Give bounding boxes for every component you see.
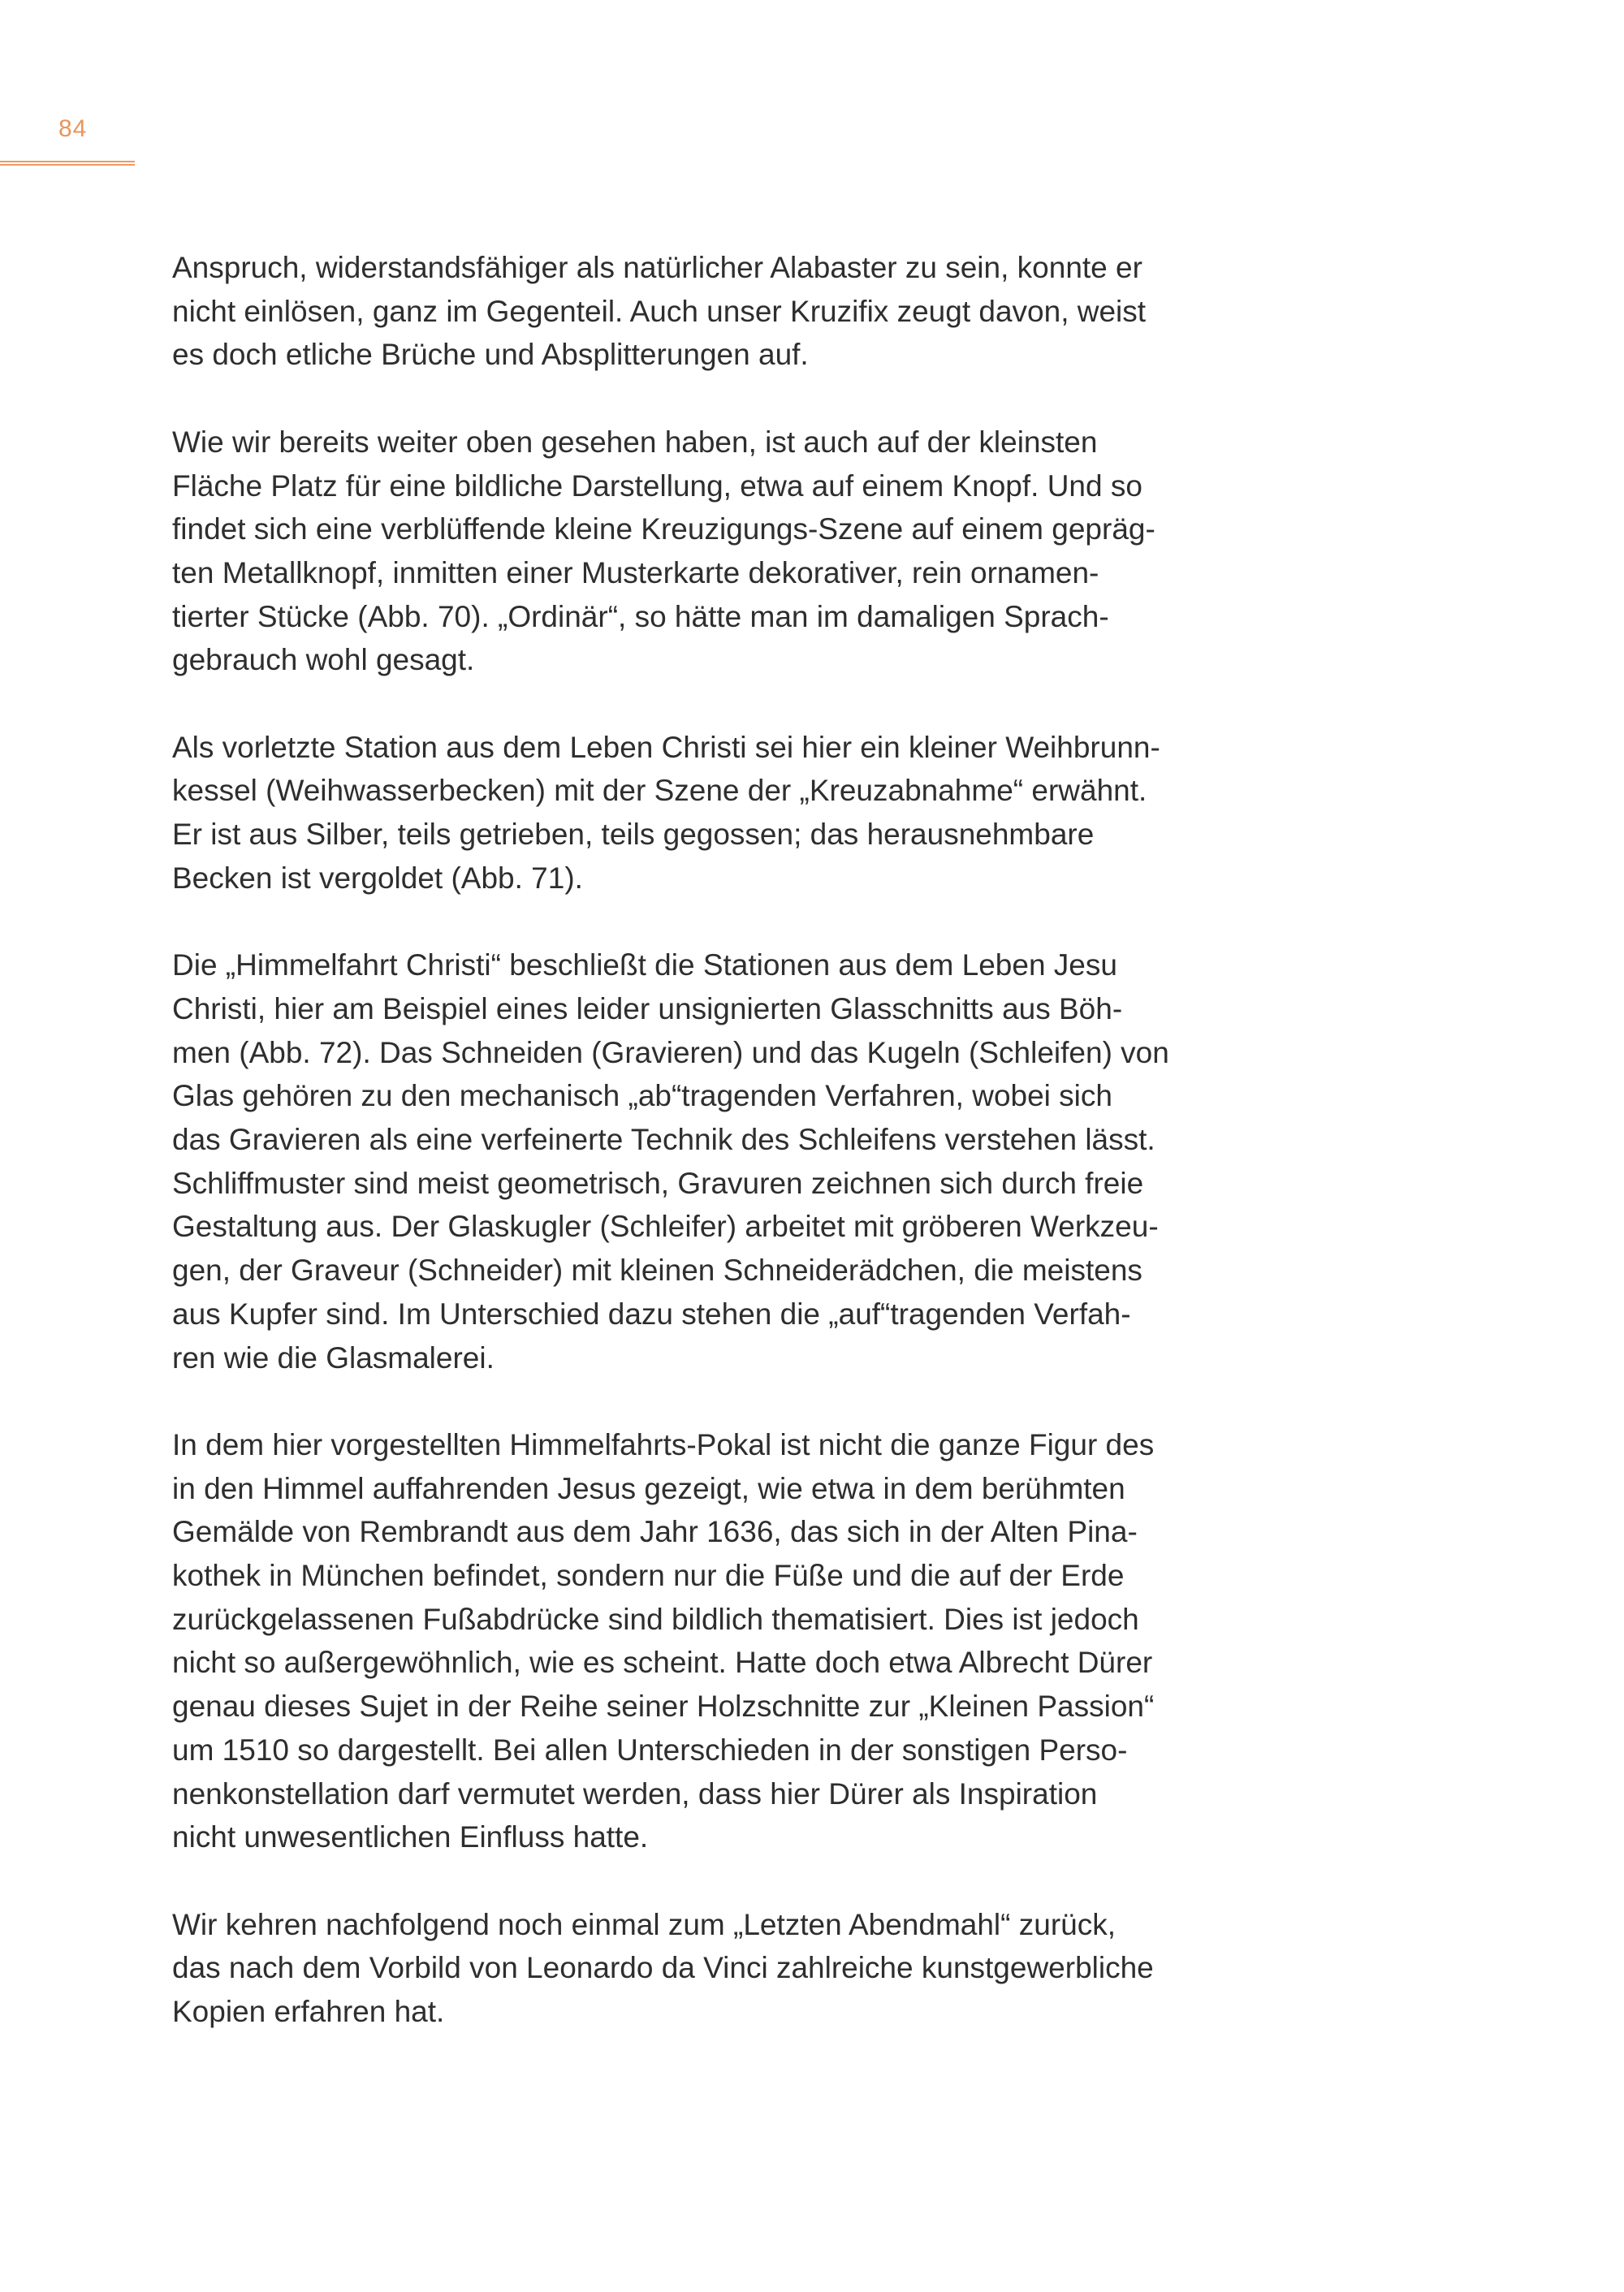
text-line: findet sich eine verblüffende kleine Kreuzigungs-Szene auf einem gepräg-: [172, 512, 1155, 546]
text-line: gen, der Graveur (Schneider) mit kleinen Schneiderädchen, die meistens: [172, 1254, 1142, 1288]
text-line: Fläche Platz für eine bildliche Darstellung, etwa auf einem Knopf. Und so: [172, 468, 1142, 503]
paragraph: [172, 943, 1260, 1379]
text-line: Gestaltung aus. Der Glaskugler (Schleifer) arbeitet mit gröberen Werkzeu-: [172, 1210, 1159, 1244]
text-line: men (Abb. 72). Das Schneiden (Gravieren) und das Kugeln (Schleifen) von: [172, 1035, 1169, 1069]
text-line: nicht so außergewöhnlich, wie es scheint. Hatte doch etwa Albrecht Dürer: [172, 1646, 1153, 1680]
page-number: 84: [58, 115, 88, 142]
text-line: nenkonstellation darf vermutet werden, dass hier Dürer als Inspiration: [172, 1776, 1098, 1811]
paragraph: [172, 1423, 1260, 1859]
text-line: Wir kehren nachfolgend noch einmal zum „Letzten Abendmahl“ zurück,: [172, 1907, 1116, 1941]
text-line: zurückgelassenen Fußabdrücke sind bildlich thematisiert. Dies ist jedoch: [172, 1602, 1139, 1636]
text-line: Christi, hier am Beispiel eines leider unsignierten Glasschnitts aus Böh-: [172, 991, 1123, 1025]
text-line: es doch etliche Brüche und Absplitterungen auf.: [172, 338, 809, 372]
text-line: aus Kupfer sind. Im Unterschied dazu stehen die „auf“tragenden Verfah-: [172, 1297, 1131, 1331]
text-line: Schliffmuster sind meist geometrisch, Gravuren zeichnen sich durch freie: [172, 1166, 1144, 1200]
text-line: Wie wir bereits weiter oben gesehen haben, ist auch auf der kleinsten: [172, 425, 1098, 459]
text-line: kothek in München befindet, sondern nur die Füße und die auf der Erde: [172, 1559, 1125, 1593]
paragraph: [172, 421, 1260, 682]
text-line: Kopien erfahren hat.: [172, 1995, 445, 2029]
text-line: Anspruch, widerstandsfähiger als natürlicher Alabaster zu sein, konnte er: [172, 251, 1142, 284]
text-line: Er ist aus Silber, teils getrieben, teils gegossen; das herausnehmbare: [172, 818, 1095, 852]
text-line: Glas gehören zu den mechanisch „ab“tragenden Verfahren, wobei sich: [172, 1079, 1112, 1113]
text-line: das Gravieren als eine verfeinerte Technik des Schleifens verstehen lässt.: [172, 1123, 1155, 1157]
text-line: um 1510 so dargestellt. Bei allen Unterschieden in der sonstigen Perso-: [172, 1733, 1128, 1767]
text-line: tierter Stücke (Abb. 70). „Ordinär“, so hätte man im damaligen Sprach-: [172, 599, 1109, 633]
text-line: Gemälde von Rembrandt aus dem Jahr 1636, das sich in der Alten Pina-: [172, 1515, 1138, 1549]
paragraph: [172, 1903, 1260, 2034]
text-line: nicht einlösen, ganz im Gegenteil. Auch unser Kruzifix zeugt davon, weist: [172, 294, 1147, 328]
paragraph: [172, 726, 1260, 900]
text-line: ten Metallknopf, inmitten einer Musterkarte dekorativer, rein ornamen-: [172, 555, 1099, 589]
text-line: kessel (Weihwasserbecken) mit der Szene der „Kreuzabnahme“ erwähnt.: [172, 774, 1147, 808]
text-line: gebrauch wohl gesagt.: [172, 643, 475, 677]
text-line: In dem hier vorgestellten Himmelfahrts-Pokal ist nicht die ganze Figur des: [172, 1427, 1155, 1461]
text-line: Becken ist vergoldet (Abb. 71).: [172, 861, 583, 895]
header-rule: [0, 161, 135, 166]
text-line: in den Himmel auffahrenden Jesus gezeigt, wie etwa in dem berühmten: [172, 1471, 1125, 1505]
text-line: Die „Himmelfahrt Christi“ beschließt die Stationen aus dem Leben Jesu: [172, 948, 1117, 982]
text-line: genau dieses Sujet in der Reihe seiner Holzschnitte zur „Kleinen Passion“: [172, 1690, 1155, 1724]
text-line: Als vorletzte Station aus dem Leben Christi sei hier ein kleiner Weihbrunn-: [172, 730, 1160, 764]
text-line: nicht unwesentlichen Einfluss hatte.: [172, 1820, 649, 1854]
paragraph: [172, 246, 1260, 377]
text-line: das nach dem Vorbild von Leonardo da Vinci zahlreiche kunstgewerbliche: [172, 1951, 1154, 1985]
text-line: ren wie die Glasmalerei.: [172, 1340, 495, 1375]
body-text: [172, 246, 1260, 2077]
